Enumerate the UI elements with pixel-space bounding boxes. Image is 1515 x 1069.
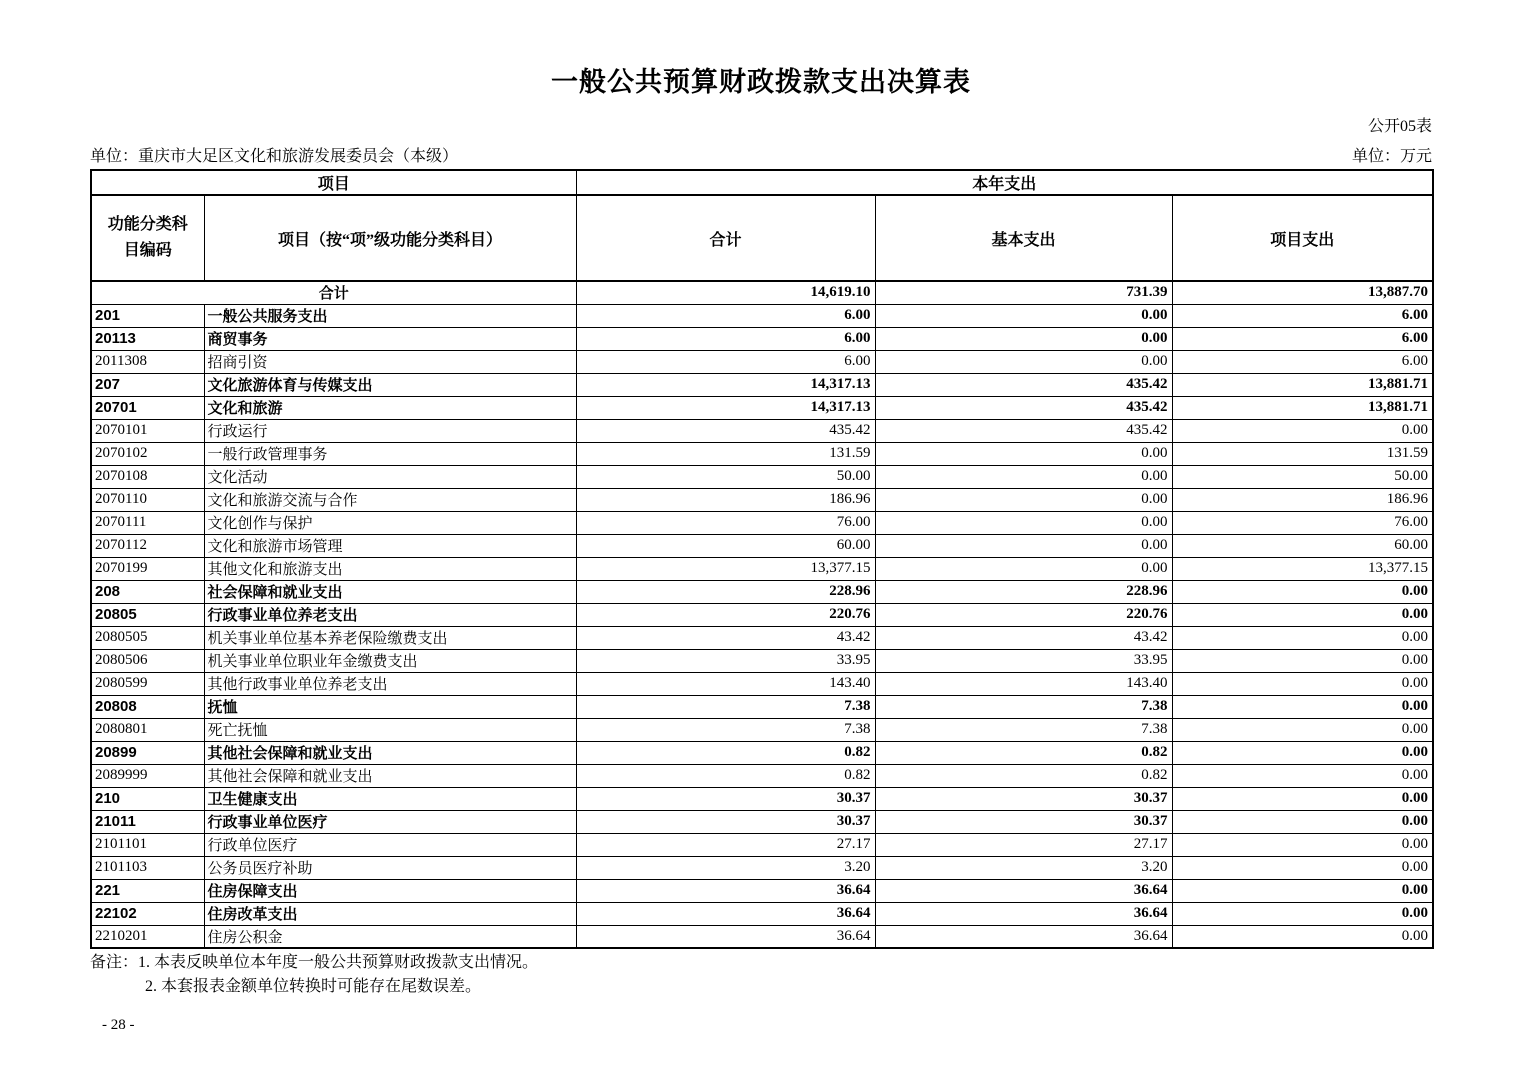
basic-expenditure-cell: 3.20 xyxy=(875,856,1172,879)
project-expenditure-cell: 13,881.71 xyxy=(1172,396,1433,419)
basic-expenditure-cell: 0.00 xyxy=(875,557,1172,580)
basic-expenditure-cell: 220.76 xyxy=(875,603,1172,626)
item-name-cell: 其他社会保障和就业支出 xyxy=(204,741,576,764)
item-name-cell: 文化和旅游市场管理 xyxy=(204,534,576,557)
item-name-cell: 行政事业单位医疗 xyxy=(204,810,576,833)
table-body xyxy=(91,281,1433,948)
basic-expenditure-cell: 7.38 xyxy=(875,718,1172,741)
table-row xyxy=(91,396,1433,419)
basic-expenditure-cell: 0.82 xyxy=(875,764,1172,787)
function-code-cell: 2080801 xyxy=(91,718,204,741)
function-code-cell: 2011308 xyxy=(91,350,204,373)
item-name-cell: 行政单位医疗 xyxy=(204,833,576,856)
project-expenditure-cell: 0.00 xyxy=(1172,580,1433,603)
item-name-cell: 行政运行 xyxy=(204,419,576,442)
total-value-cell: 30.37 xyxy=(576,787,875,810)
total-value-cell: 27.17 xyxy=(576,833,875,856)
total-value-cell: 36.64 xyxy=(576,879,875,902)
table-row xyxy=(91,879,1433,902)
total-value-cell: 14,317.13 xyxy=(576,373,875,396)
table-row xyxy=(91,603,1433,626)
item-name-cell: 其他社会保障和就业支出 xyxy=(204,764,576,787)
item-name-cell: 文化旅游体育与传媒支出 xyxy=(204,373,576,396)
basic-expenditure-cell: 27.17 xyxy=(875,833,1172,856)
project-expenditure-cell: 0.00 xyxy=(1172,718,1433,741)
project-expenditure-cell: 0.00 xyxy=(1172,695,1433,718)
unit-line xyxy=(90,143,1432,166)
page-number: - 28 - xyxy=(102,1017,135,1033)
total-value-cell: 60.00 xyxy=(576,534,875,557)
total-value-cell: 131.59 xyxy=(576,442,875,465)
item-name-cell: 死亡抚恤 xyxy=(204,718,576,741)
project-expenditure-cell: 0.00 xyxy=(1172,902,1433,925)
basic-expenditure-cell: 0.00 xyxy=(875,327,1172,350)
table-row xyxy=(91,419,1433,442)
project-expenditure-cell: 0.00 xyxy=(1172,787,1433,810)
project-expenditure-cell: 0.00 xyxy=(1172,879,1433,902)
total-value-cell: 14,317.13 xyxy=(576,396,875,419)
table-row xyxy=(91,304,1433,327)
basic-expenditure-cell: 0.00 xyxy=(875,534,1172,557)
basic-expenditure-cell: 435.42 xyxy=(875,373,1172,396)
table-row xyxy=(91,327,1433,350)
function-code-cell: 2070199 xyxy=(91,557,204,580)
function-code-cell: 2080506 xyxy=(91,649,204,672)
table-row xyxy=(91,925,1433,948)
page-title: 一般公共预算财政拨款支出决算表 xyxy=(551,67,971,97)
note-line-1 xyxy=(90,951,1432,975)
item-name-cell: 一般行政管理事务 xyxy=(204,442,576,465)
function-code-cell: 2101103 xyxy=(91,856,204,879)
project-expenditure-cell: 6.00 xyxy=(1172,327,1433,350)
item-name-cell: 文化和旅游 xyxy=(204,396,576,419)
item-name-cell: 抚恤 xyxy=(204,695,576,718)
item-name-cell: 住房改革支出 xyxy=(204,902,576,925)
project-expenditure-cell: 0.00 xyxy=(1172,603,1433,626)
item-name-cell: 其他文化和旅游支出 xyxy=(204,557,576,580)
table-row xyxy=(91,580,1433,603)
basic-expenditure-cell: 30.37 xyxy=(875,787,1172,810)
table-row xyxy=(91,856,1433,879)
table-row xyxy=(91,373,1433,396)
function-code-cell: 201 xyxy=(91,304,204,327)
unit-of-measure: 单位：万元 xyxy=(1351,148,1432,165)
project-expenditure-cell: 0.00 xyxy=(1172,672,1433,695)
item-name-cell: 公务员医疗补助 xyxy=(204,856,576,879)
basic-expenditure-cell: 435.42 xyxy=(875,396,1172,419)
project-expenditure-cell: 0.00 xyxy=(1172,833,1433,856)
group-header-project: 项目 xyxy=(91,170,576,195)
item-name-cell: 住房公积金 xyxy=(204,925,576,948)
notes xyxy=(90,951,1432,999)
total-value-cell: 14,619.10 xyxy=(576,281,875,304)
project-expenditure-cell: 0.00 xyxy=(1172,626,1433,649)
total-value-cell: 0.82 xyxy=(576,741,875,764)
table-row xyxy=(91,465,1433,488)
function-code-cell: 210 xyxy=(91,787,204,810)
project-expenditure-cell: 50.00 xyxy=(1172,465,1433,488)
table-row xyxy=(91,764,1433,787)
function-code-cell: 208 xyxy=(91,580,204,603)
total-value-cell: 33.95 xyxy=(576,649,875,672)
project-expenditure-cell: 0.00 xyxy=(1172,649,1433,672)
function-code-cell: 2070112 xyxy=(91,534,204,557)
function-code-cell: 21011 xyxy=(91,810,204,833)
item-name-cell: 行政事业单位养老支出 xyxy=(204,603,576,626)
function-code-cell: 22102 xyxy=(91,902,204,925)
expenditure-table xyxy=(90,169,1434,949)
project-expenditure-cell: 0.00 xyxy=(1172,419,1433,442)
total-value-cell: 143.40 xyxy=(576,672,875,695)
project-expenditure-cell: 131.59 xyxy=(1172,442,1433,465)
table-group-header-row xyxy=(91,170,1433,195)
table-row xyxy=(91,649,1433,672)
table-row xyxy=(91,810,1433,833)
total-value-cell: 6.00 xyxy=(576,350,875,373)
function-code-cell: 2070110 xyxy=(91,488,204,511)
basic-expenditure-cell: 43.42 xyxy=(875,626,1172,649)
project-expenditure-cell: 0.00 xyxy=(1172,764,1433,787)
table-row xyxy=(91,488,1433,511)
table-row xyxy=(91,718,1433,741)
total-value-cell: 220.76 xyxy=(576,603,875,626)
table-row xyxy=(91,511,1433,534)
item-name-cell: 住房保障支出 xyxy=(204,879,576,902)
basic-expenditure-cell: 0.00 xyxy=(875,442,1172,465)
project-expenditure-cell: 0.00 xyxy=(1172,741,1433,764)
basic-expenditure-cell: 36.64 xyxy=(875,879,1172,902)
table-row xyxy=(91,557,1433,580)
project-expenditure-cell: 76.00 xyxy=(1172,511,1433,534)
table-row xyxy=(91,695,1433,718)
form-number: 公开05表 xyxy=(1367,118,1432,135)
total-value-cell: 30.37 xyxy=(576,810,875,833)
basic-expenditure-cell: 33.95 xyxy=(875,649,1172,672)
item-name-cell: 其他行政事业单位养老支出 xyxy=(204,672,576,695)
table-row xyxy=(91,350,1433,373)
total-value-cell: 36.64 xyxy=(576,902,875,925)
basic-expenditure-cell: 143.40 xyxy=(875,672,1172,695)
basic-expenditure-cell: 0.82 xyxy=(875,741,1172,764)
item-name-cell: 文化和旅游交流与合作 xyxy=(204,488,576,511)
notes-label: 备注： xyxy=(90,954,139,971)
project-expenditure-cell: 0.00 xyxy=(1172,925,1433,948)
total-value-cell: 435.42 xyxy=(576,419,875,442)
project-expenditure-cell: 13,377.15 xyxy=(1172,557,1433,580)
function-code-cell: 20899 xyxy=(91,741,204,764)
project-expenditure-cell: 13,887.70 xyxy=(1172,281,1433,304)
function-code-cell: 2070101 xyxy=(91,419,204,442)
project-expenditure-cell: 6.00 xyxy=(1172,350,1433,373)
project-expenditure-cell: 6.00 xyxy=(1172,304,1433,327)
function-code-cell: 2070111 xyxy=(91,511,204,534)
table-row xyxy=(91,626,1433,649)
total-value-cell: 76.00 xyxy=(576,511,875,534)
table-row xyxy=(91,741,1433,764)
unit-name: 单位：重庆市大足区文化和旅游发展委员会（本级） xyxy=(90,148,459,165)
basic-expenditure-cell: 0.00 xyxy=(875,488,1172,511)
total-value-cell: 36.64 xyxy=(576,925,875,948)
table-row xyxy=(91,534,1433,557)
function-code-cell: 20808 xyxy=(91,695,204,718)
item-name-cell: 文化创作与保护 xyxy=(204,511,576,534)
table-row xyxy=(91,672,1433,695)
basic-expenditure-cell: 435.42 xyxy=(875,419,1172,442)
column-header-basic-expenditure: 基本支出 xyxy=(875,195,1172,281)
total-value-cell: 0.82 xyxy=(576,764,875,787)
total-value-cell: 186.96 xyxy=(576,488,875,511)
item-name-cell: 一般公共服务支出 xyxy=(204,304,576,327)
basic-expenditure-cell: 731.39 xyxy=(875,281,1172,304)
table-row xyxy=(91,442,1433,465)
function-code-cell: 20701 xyxy=(91,396,204,419)
item-name-cell: 机关事业单位基本养老保险缴费支出 xyxy=(204,626,576,649)
total-value-cell: 6.00 xyxy=(576,327,875,350)
function-code-cell: 207 xyxy=(91,373,204,396)
total-value-cell: 7.38 xyxy=(576,718,875,741)
item-name-cell: 卫生健康支出 xyxy=(204,787,576,810)
project-expenditure-cell: 0.00 xyxy=(1172,856,1433,879)
total-value-cell: 7.38 xyxy=(576,695,875,718)
function-code-cell: 20113 xyxy=(91,327,204,350)
total-value-cell: 228.96 xyxy=(576,580,875,603)
basic-expenditure-cell: 0.00 xyxy=(875,465,1172,488)
project-expenditure-cell: 0.00 xyxy=(1172,810,1433,833)
basic-expenditure-cell: 0.00 xyxy=(875,511,1172,534)
project-expenditure-cell: 60.00 xyxy=(1172,534,1433,557)
item-name-cell: 招商引资 xyxy=(204,350,576,373)
function-code-cell: 20805 xyxy=(91,603,204,626)
table-row xyxy=(91,833,1433,856)
column-header-function-code: 功能分类科目编码 xyxy=(91,195,204,281)
function-code-cell: 221 xyxy=(91,879,204,902)
note-text-1: 1. 本表反映单位本年度一般公共预算财政拨款支出情况。 xyxy=(138,954,539,971)
item-name-cell: 文化活动 xyxy=(204,465,576,488)
group-header-current-year-expenditure: 本年支出 xyxy=(576,170,1433,195)
item-name-cell: 商贸事务 xyxy=(204,327,576,350)
function-code-cell: 2080599 xyxy=(91,672,204,695)
basic-expenditure-cell: 0.00 xyxy=(875,350,1172,373)
item-name-cell: 社会保障和就业支出 xyxy=(204,580,576,603)
column-header-project-expenditure: 项目支出 xyxy=(1172,195,1433,281)
function-code-cell: 2080505 xyxy=(91,626,204,649)
basic-expenditure-cell: 7.38 xyxy=(875,695,1172,718)
function-code-cell: 2089999 xyxy=(91,764,204,787)
total-value-cell: 6.00 xyxy=(576,304,875,327)
total-value-cell: 43.42 xyxy=(576,626,875,649)
total-value-cell: 3.20 xyxy=(576,856,875,879)
total-value-cell: 50.00 xyxy=(576,465,875,488)
function-code-cell: 2210201 xyxy=(91,925,204,948)
basic-expenditure-cell: 0.00 xyxy=(875,304,1172,327)
item-name-cell: 机关事业单位职业年金缴费支出 xyxy=(204,649,576,672)
total-value-cell: 13,377.15 xyxy=(576,557,875,580)
function-code-cell: 2070102 xyxy=(91,442,204,465)
row-label-cell: 合计 xyxy=(91,281,576,304)
project-expenditure-cell: 186.96 xyxy=(1172,488,1433,511)
basic-expenditure-cell: 228.96 xyxy=(875,580,1172,603)
project-expenditure-cell: 13,881.71 xyxy=(1172,373,1433,396)
note-line-2: 2. 本套报表金额单位转换时可能存在尾数误差。 xyxy=(145,978,482,995)
table-column-header-row xyxy=(91,195,1433,281)
table-row xyxy=(91,787,1433,810)
basic-expenditure-cell: 36.64 xyxy=(875,925,1172,948)
function-code-cell: 2070108 xyxy=(91,465,204,488)
column-header-total: 合计 xyxy=(576,195,875,281)
basic-expenditure-cell: 36.64 xyxy=(875,902,1172,925)
table-row xyxy=(91,902,1433,925)
table-row xyxy=(91,281,1433,304)
basic-expenditure-cell: 30.37 xyxy=(875,810,1172,833)
function-code-cell: 2101101 xyxy=(91,833,204,856)
column-header-item-name: 项目（按“项”级功能分类科目） xyxy=(204,195,576,281)
